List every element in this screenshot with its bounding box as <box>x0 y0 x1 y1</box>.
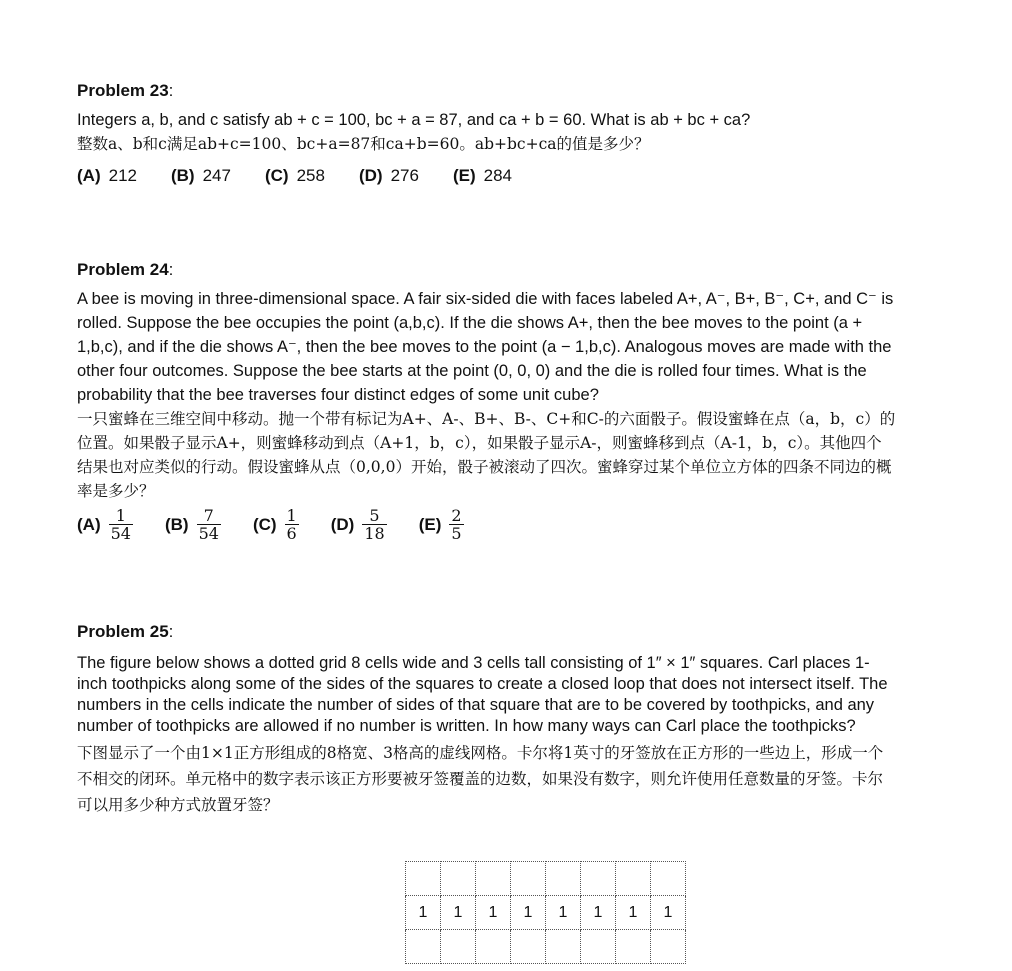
choice-label: (B) <box>164 514 189 534</box>
problem-title-text: Problem 23 <box>77 81 169 100</box>
grid-cell: 1 <box>476 896 511 930</box>
denominator: 18 <box>364 524 385 543</box>
problem-text-english: Integers a, b, and c satisfy ab + c = 100, bc + a = 87, and ca + b = 60. What is ab + bc + ca? <box>77 111 751 129</box>
grid-cell: 1 <box>546 896 581 930</box>
problem-title <box>77 80 897 102</box>
denominator: 54 <box>198 524 219 543</box>
grid-row <box>406 862 686 896</box>
dotted-grid <box>405 861 686 964</box>
numerator: 5 <box>369 506 380 525</box>
problem-23 <box>77 80 897 186</box>
choice-b <box>171 166 231 186</box>
choice-label: (D) <box>330 514 355 534</box>
choice-value: 247 <box>202 166 231 185</box>
choice-a <box>77 507 133 542</box>
choice-label: (A) <box>77 166 101 185</box>
choice-label: (D) <box>358 166 383 185</box>
title-colon: : <box>168 622 174 641</box>
title-colon: : <box>168 260 174 279</box>
choice-value: 212 <box>108 166 137 185</box>
grid-cell: 1 <box>406 896 441 930</box>
grid-cell <box>651 930 686 964</box>
choice-value: 284 <box>483 166 512 185</box>
denominator: 6 <box>286 524 297 543</box>
problem-title-text: Problem 25 <box>77 622 169 641</box>
grid-cell <box>511 862 546 896</box>
choice-e <box>419 507 464 542</box>
problem-text-english: A bee is moving in three-dimensional space. A fair six-sided die with faces labeled A+, A⁻, B+, B⁻, C+, and C⁻ is rolled. Suppose the bee occupies the point (a,b,c). If the die shows A+, then the bee moves to the point (a + 1,b,c), and if the die shows A⁻, then the bee moves to the point (a − 1,b,c). Analogous moves are made with the other four outcomes. Suppose the bee starts at the point (0, 0, 0) and the die is rolled four times. What is the probability that the bee traverses four distinct edges of some unit cube? <box>77 290 894 404</box>
fraction <box>449 507 463 542</box>
fraction <box>197 507 221 542</box>
grid-cell <box>546 930 581 964</box>
problem-text-chinese: 下图显示了一个由1×1正方形组成的8格宽、3格高的虚线网格。卡尔将1英寸的牙签放在正方形的一些边上，形成一个不相交的闭环。单元格中的数字表示该正方形要被牙签覆盖的边数，如果没有数字，则允许使用任意数量的牙签。卡尔可以用多少种方式放置牙签？ <box>77 744 884 814</box>
choice-a <box>77 166 137 186</box>
choice-e <box>453 166 512 186</box>
grid-cell <box>441 862 476 896</box>
choice-b <box>165 507 221 542</box>
grid-cell <box>616 862 651 896</box>
fraction <box>285 507 299 542</box>
grid-cell <box>546 862 581 896</box>
grid-cell <box>581 930 616 964</box>
dotted-grid-figure <box>405 861 686 964</box>
problem-24 <box>77 259 897 542</box>
grid-cell: 1 <box>651 896 686 930</box>
problem-text-chinese: 一只蜜蜂在三维空间中移动。抛一个带有标记为A+、A-、B+、B-、C+和C-的六面骰子。假设蜜蜂在点（a，b，c）的位置。如果骰子显示A+，则蜜蜂移动到点（A+1，b，c），如果骰子显示A-，则蜜蜂移到点（A-1，b，c）。其他四个结果也对应类似的行动。假设蜜蜂从点（0,0,0）开始，骰子被滚动了四次。蜜蜂穿过某个单位立方体的四条不同边的概率是多少？ <box>77 410 896 500</box>
grid-cell: 1 <box>581 896 616 930</box>
choice-d <box>359 166 419 186</box>
choice-label: (B) <box>170 166 195 185</box>
problem-title-text: Problem 24 <box>77 260 169 279</box>
choice-label: (E) <box>418 514 442 534</box>
grid-cell: 1 <box>441 896 476 930</box>
grid-cell <box>441 930 476 964</box>
answer-choices <box>77 507 897 542</box>
choice-value: 258 <box>296 166 325 185</box>
grid-cell <box>616 930 651 964</box>
grid-cell <box>581 862 616 896</box>
problem-text-chinese: 整数a、b和c满足ab+c=100、bc+a=87和ca+b=60。ab+bc+ca的值是多少？ <box>77 135 650 153</box>
problem-25 <box>77 621 897 818</box>
grid-row <box>406 896 686 930</box>
grid-cell <box>651 862 686 896</box>
choice-c <box>253 507 299 542</box>
choice-label: (A) <box>77 514 101 534</box>
choice-label: (E) <box>452 166 476 185</box>
fraction <box>362 507 386 542</box>
numerator: 1 <box>115 506 126 525</box>
fraction <box>109 507 133 542</box>
title-colon: : <box>168 81 174 100</box>
grid-cell <box>406 930 441 964</box>
choice-value: 276 <box>390 166 419 185</box>
grid-cell: 1 <box>616 896 651 930</box>
problem-title <box>77 259 897 281</box>
denominator: 5 <box>451 524 462 543</box>
grid-cell <box>476 930 511 964</box>
numerator: 2 <box>451 506 462 525</box>
problem-text-english: The figure below shows a dotted grid 8 cells wide and 3 cells tall consisting of 1″ × 1″ squares. Carl places 1-inch toothpicks along some of the sides of the squares to create a closed loop that does not intersect itself. The numbers in the cells indicate the number of sides of that square that are to be covered by toothpicks, and any number of toothpicks are allowed if no number is written. In how many ways can Carl place the toothpicks? <box>77 654 888 735</box>
problem-title <box>77 621 897 643</box>
choice-c <box>265 166 325 186</box>
grid-cell <box>406 862 441 896</box>
answer-choices <box>77 166 897 186</box>
choice-label: (C) <box>252 514 277 534</box>
denominator: 54 <box>110 524 131 543</box>
grid-cell <box>511 930 546 964</box>
choice-d <box>331 507 387 542</box>
grid-row <box>406 930 686 964</box>
numerator: 7 <box>203 506 214 525</box>
numerator: 1 <box>286 506 297 525</box>
choice-label: (C) <box>264 166 289 185</box>
grid-cell <box>476 862 511 896</box>
grid-cell: 1 <box>511 896 546 930</box>
